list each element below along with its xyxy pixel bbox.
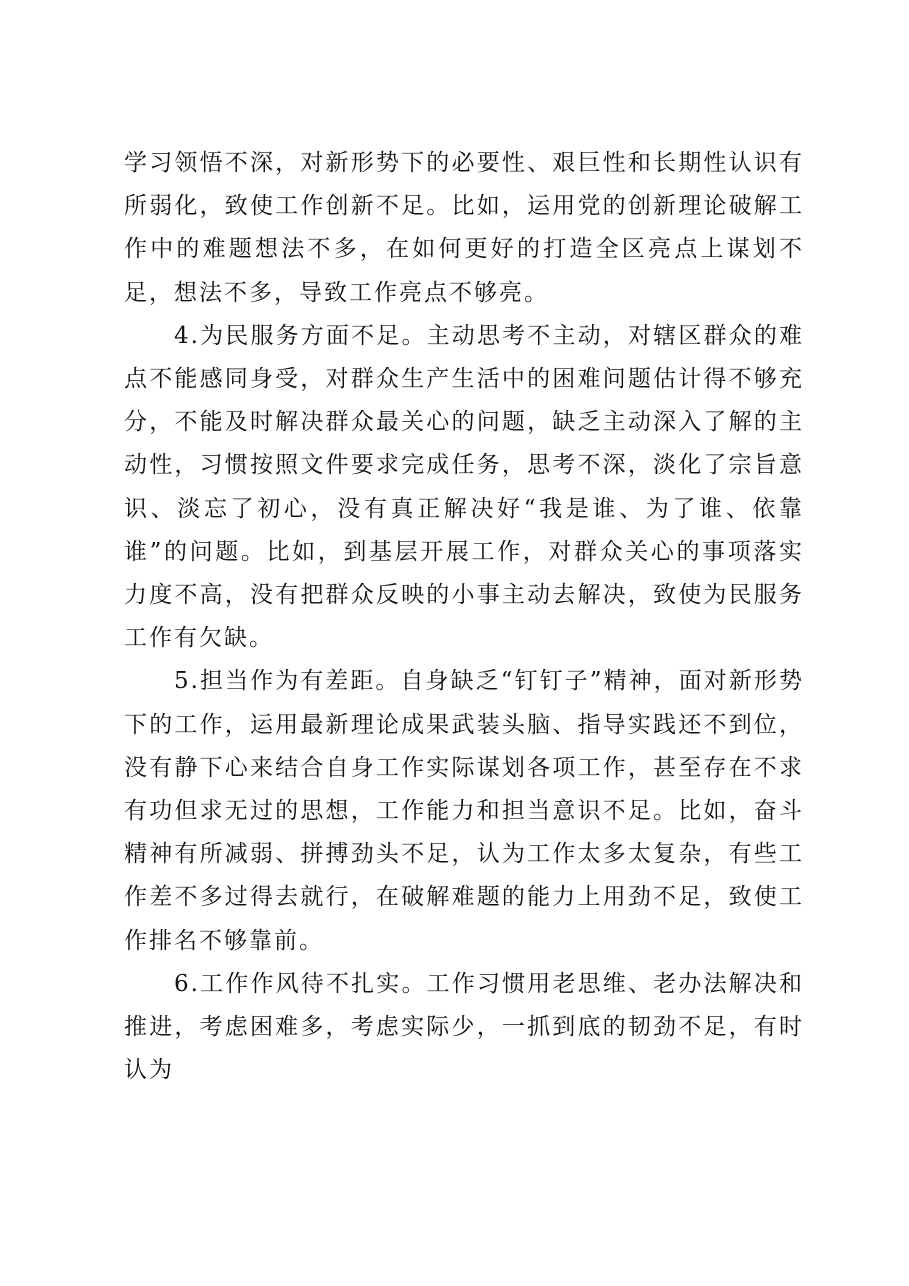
paragraph-item-6: 6.工作作风待不扎实。工作习惯用老思维、老办法解决和推进，考虑困难多，考虑实际少，一抓到底的韧劲不足，有时认为: [124, 970, 804, 1084]
paragraph-item-4: 4.为民服务方面不足。主动思考不主动，对辖区群众的难点不能感同身受，对群众生产生活中的困难问题估计得不够充分，不能及时解决群众最关心的问题，缺乏主动深入了解的主动性，习惯按照文件要求完成任务，思考不深，淡化了宗旨意识、淡忘了初心，没有真正解决好“我是谁、为了谁、依靠谁”的问题。比如，到基层开展工作，对群众关心的事项落实力度不高，没有把群众反映的小事主动去解决，致使为民服务工作有欠缺。: [124, 322, 804, 652]
paragraph-continuation: 学习领悟不深，对新形势下的必要性、艰巨性和长期性认识有所弱化，致使工作创新不足。比如，运用党的创新理论破解工作中的难题想法不多，在如何更好的打造全区亮点上谋划不足，想法不多，导致工作亮点不够亮。: [124, 150, 804, 306]
document-body: [124, 142, 804, 1092]
paragraph-item-5: 5.担当作为有差距。自身缺乏“钉钉子”精神，面对新形势下的工作，运用最新理论成果武装头脑、指导实践还不到位，没有静下心来结合自身工作实际谋划各项工作，甚至存在不求有功但求无过的思想，工作能力和担当意识不足。比如，奋斗精神有所减弱、拼搏劲头不足，认为工作太多太复杂，有些工作差不多过得去就行，在破解难题的能力上用劲不足，致使工作排名不够靠前。: [124, 668, 804, 954]
